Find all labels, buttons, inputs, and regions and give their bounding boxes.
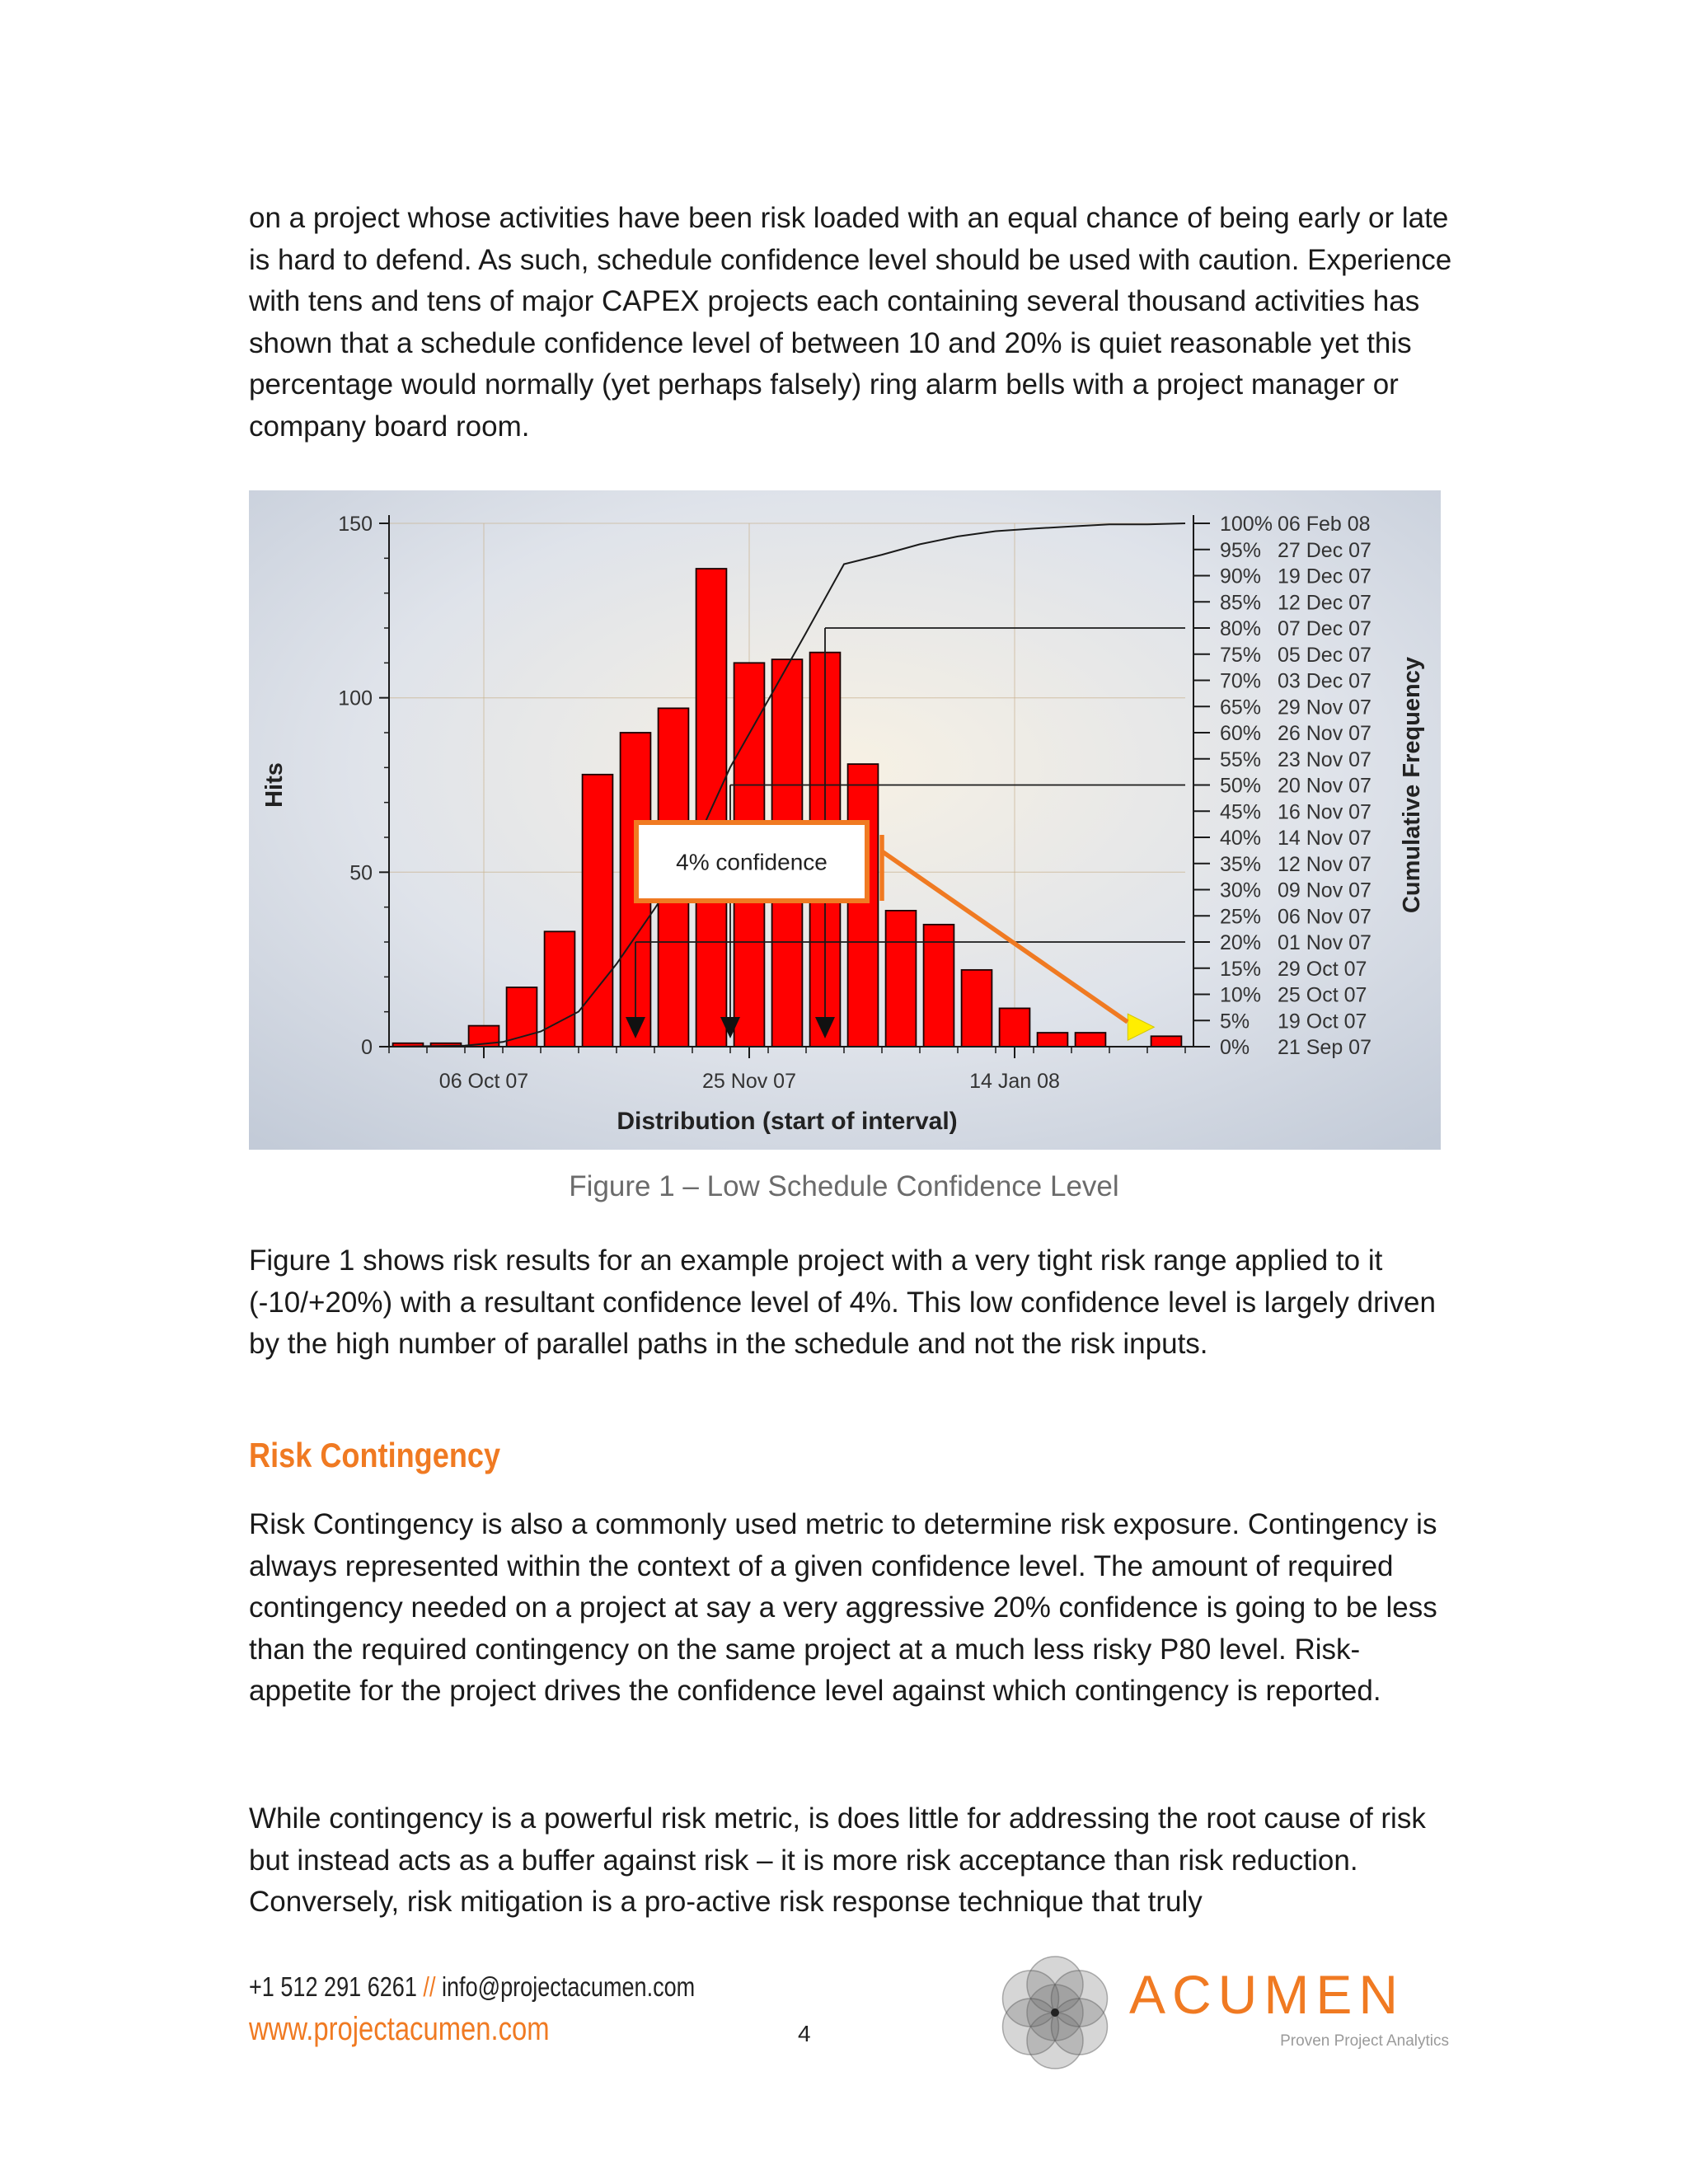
figure-caption: Figure 1 – Low Schedule Confidence Level — [569, 1170, 1119, 1202]
cumulative-date-label: 12 Dec 07 — [1278, 591, 1372, 615]
logo-wordmark: ACUMEN — [1129, 1964, 1405, 2025]
cumulative-date-label: 23 Nov 07 — [1278, 748, 1372, 771]
cumulative-date-label: 27 Dec 07 — [1278, 538, 1372, 562]
cumulative-date-label: 26 Nov 07 — [1278, 722, 1372, 745]
cumulative-date-label: 03 Dec 07 — [1278, 669, 1372, 693]
cumulative-date-label: 06 Nov 07 — [1278, 905, 1372, 929]
histogram-bar — [848, 764, 879, 1047]
footer-phone[interactable]: +1 512 291 6261 — [249, 1971, 417, 2002]
x-axis-tick-label: 25 Nov 07 — [702, 1070, 796, 1093]
cumulative-date-label: 01 Nov 07 — [1278, 931, 1372, 954]
cumulative-percent-label: 80% — [1220, 617, 1262, 640]
cumulative-percent-label: 20% — [1220, 931, 1262, 954]
page-number: 4 — [798, 2021, 811, 2046]
y2-axis-label: Cumulative Frequency — [1399, 656, 1425, 914]
cumulative-date-label: 05 Dec 07 — [1278, 643, 1372, 667]
footer-email[interactable]: info@projectacumen.com — [441, 1971, 696, 2002]
risk-contingency-paragraph-1: Risk Contingency is also a commonly used metric to determine risk exposure. Contingency is always represented within the context of a given confidence level. The amount of required contingency needed on a project at say a very aggressive 20% confidence is going to be less than the required contingency on the same project at a much less risky P80 level. Risk-appetite for the project drives the confidence level against which contingency is reported. — [249, 1508, 1437, 1707]
cumulative-date-label: 14 Nov 07 — [1278, 827, 1372, 850]
cumulative-date-label: 20 Nov 07 — [1278, 774, 1372, 798]
cumulative-date-label: 16 Nov 07 — [1278, 800, 1372, 824]
cumulative-percent-label: 75% — [1220, 643, 1262, 667]
cumulative-percent-label: 30% — [1220, 879, 1262, 902]
cumulative-percent-label: 55% — [1220, 748, 1262, 771]
logo-tagline: Proven Project Analytics — [1280, 2032, 1449, 2050]
cumulative-date-label: 07 Dec 07 — [1278, 617, 1372, 640]
histogram-bar — [583, 775, 613, 1047]
y-axis-tick-label: 50 — [349, 861, 373, 885]
cumulative-percent-label: 35% — [1220, 852, 1262, 876]
footer-website-link[interactable]: www.projectacumen.com — [249, 2011, 550, 2047]
cumulative-date-label: 25 Oct 07 — [1278, 983, 1367, 1007]
figure-description-paragraph: Figure 1 shows risk results for an example project with a very tight risk range applied to it (-10/+20%) with a resultant confidence level of 4%. This low confidence level is largely driven by the high number of parallel paths in the schedule and not the risk inputs. — [249, 1244, 1436, 1360]
histogram-chart — [249, 490, 1441, 1150]
cumulative-percent-label: 25% — [1220, 905, 1262, 929]
y-axis-tick-label: 0 — [361, 1036, 373, 1059]
cumulative-date-label: 09 Nov 07 — [1278, 879, 1372, 902]
risk-contingency-paragraph-2: While contingency is a powerful risk metric, is does little for addressing the root cause of risk but instead acts as a buffer against risk – it is more risk acceptance than risk reduction. Conversely, risk mitigation is a pro-active risk response technique that truly — [249, 1802, 1426, 1918]
cumulative-percent-label: 5% — [1220, 1010, 1250, 1033]
x-axis-tick-label: 14 Jan 08 — [969, 1070, 1060, 1093]
footer-separator: // — [423, 1971, 436, 2002]
y-axis-label: Hits — [261, 762, 288, 808]
cumulative-date-label: 29 Nov 07 — [1278, 696, 1372, 719]
histogram-bar — [545, 931, 575, 1047]
cumulative-percent-label: 85% — [1220, 591, 1262, 615]
cumulative-percent-label: 60% — [1220, 722, 1262, 745]
histogram-bar — [507, 987, 537, 1047]
histogram-bar — [1076, 1033, 1106, 1047]
footer-contact — [249, 1971, 695, 2003]
flower-of-life-icon — [996, 1953, 1115, 2073]
cumulative-percent-label: 40% — [1220, 827, 1262, 850]
cumulative-percent-label: 90% — [1220, 565, 1262, 588]
x-axis-tick-label: 06 Oct 07 — [438, 1070, 529, 1093]
cumulative-percent-label: 50% — [1220, 774, 1262, 798]
histogram-bar — [962, 970, 992, 1047]
x-axis-label: Distribution (start of interval) — [617, 1108, 958, 1135]
cumulative-date-label: 19 Oct 07 — [1278, 1010, 1367, 1033]
section-heading-risk-contingency: Risk Contingency — [249, 1436, 501, 1474]
cumulative-percent-label: 70% — [1220, 669, 1262, 693]
cumulative-date-label: 12 Nov 07 — [1278, 852, 1372, 876]
histogram-bar — [1038, 1033, 1068, 1047]
cumulative-date-label: 29 Oct 07 — [1278, 957, 1367, 981]
cumulative-percent-label: 100% — [1220, 513, 1273, 536]
cumulative-percent-label: 45% — [1220, 800, 1262, 824]
y-axis-tick-label: 150 — [338, 513, 373, 536]
cumulative-date-label: 21 Sep 07 — [1278, 1036, 1372, 1059]
histogram-bar — [1151, 1036, 1182, 1047]
cumulative-percent-label: 0% — [1220, 1036, 1250, 1059]
figure-chart — [249, 490, 1441, 1150]
cumulative-percent-label: 65% — [1220, 696, 1262, 719]
callout-text: 4% confidence — [676, 849, 828, 875]
cumulative-percent-label: 95% — [1220, 538, 1262, 562]
y-axis-tick-label: 100 — [338, 687, 373, 710]
cumulative-date-label: 19 Dec 07 — [1278, 565, 1372, 588]
cumulative-percent-label: 10% — [1220, 983, 1262, 1007]
intro-paragraph: on a project whose activities have been risk loaded with an equal chance of being early or late is hard to defend. As such, schedule confidence level should be used with caution. Experience with tens and tens of major CAPEX projects each containing several thousand activities has shown that a schedule confidence level of between 10 and 20% is quiet reasonable yet this percentage would normally (yet perhaps falsely) ring alarm bells with a project manager or company board room. — [249, 202, 1452, 443]
cumulative-date-label: 06 Feb 08 — [1278, 513, 1371, 536]
cumulative-percent-label: 15% — [1220, 957, 1262, 981]
acumen-logo — [996, 1953, 1449, 2073]
